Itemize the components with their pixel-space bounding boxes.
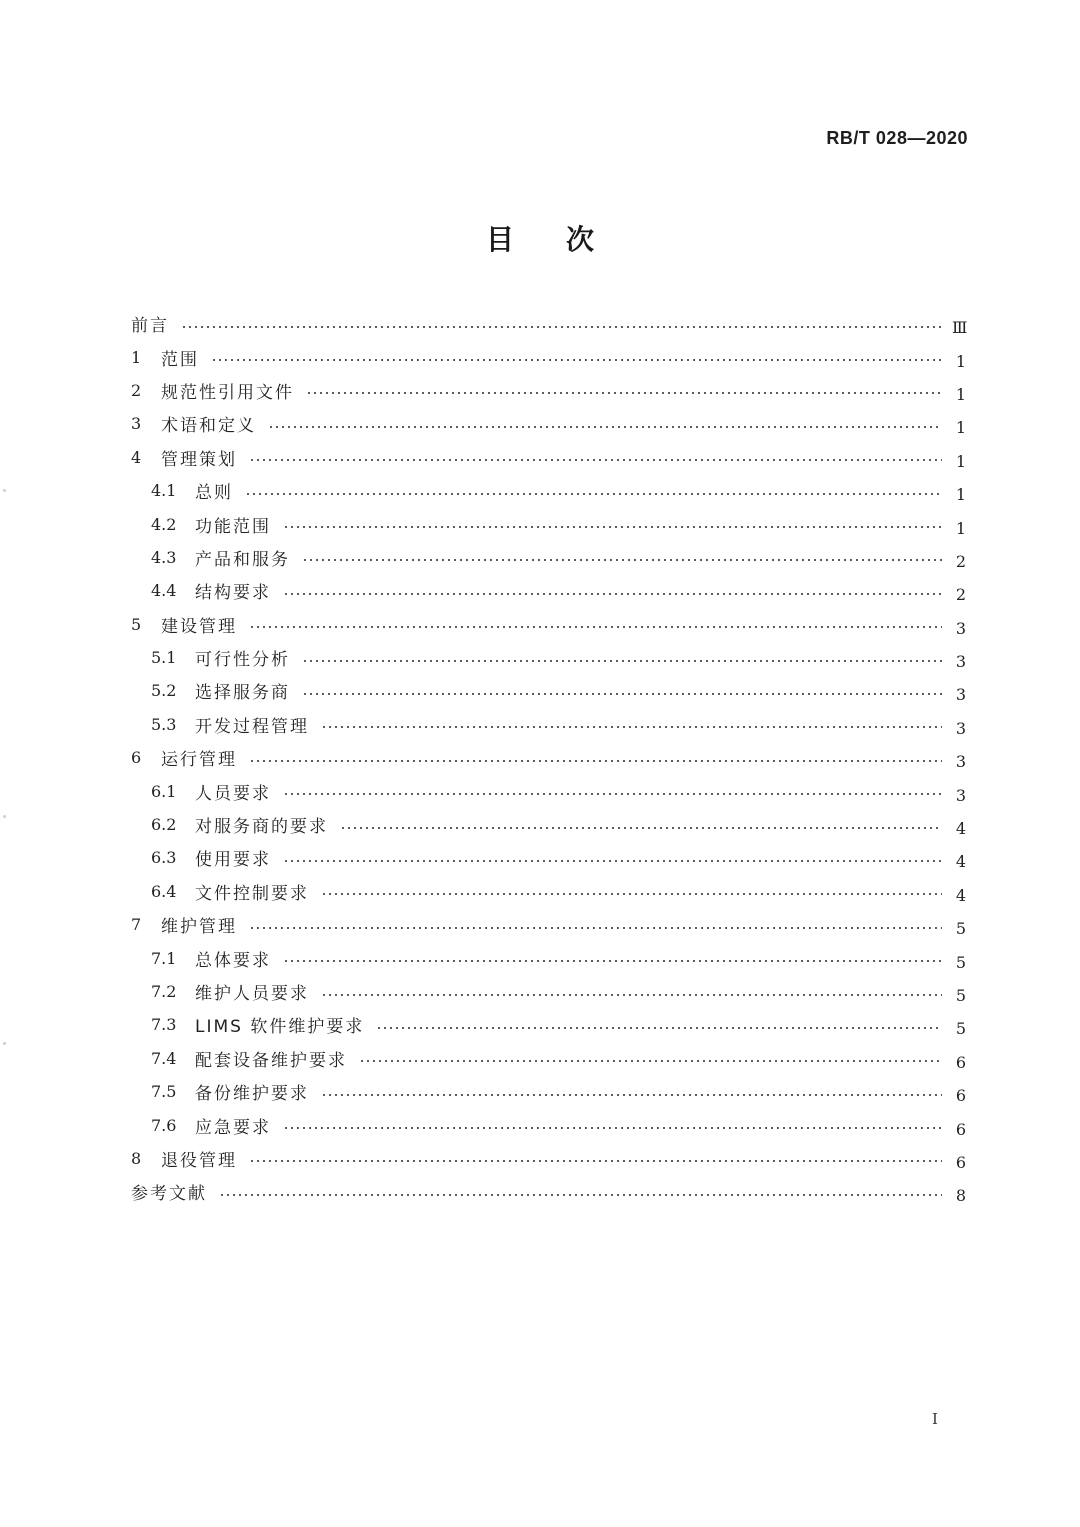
toc-leader-dots (376, 1027, 942, 1029)
toc-entry-number: 4.2 (151, 514, 177, 534)
toc-entry-label: LIMS 软件维护要求 (195, 1017, 365, 1038)
toc-entry-page: 6 (955, 1086, 966, 1106)
toc-leader-dots (321, 893, 942, 895)
toc-entry[interactable] (131, 441, 966, 474)
document-code: RB/T 028—2020 (826, 128, 968, 148)
toc-entry-page: 6 (955, 1152, 966, 1172)
toc-entry-number: 6.3 (151, 848, 177, 868)
toc-leader-dots (302, 693, 942, 695)
scan-speck (3, 815, 6, 818)
toc-entry-label: 人员要求 (195, 783, 271, 804)
toc-leader-dots (268, 426, 942, 428)
toc-entry-label: 结构要求 (195, 583, 271, 604)
toc-entry-number: 5.2 (151, 681, 177, 701)
toc-entry-label: 规范性引用文件 (161, 382, 294, 403)
toc-entry-page: 8 (955, 1186, 966, 1206)
toc-entry-number: 1 (131, 347, 142, 367)
toc-entry-number: 5 (131, 614, 142, 634)
toc-entry-page: 3 (955, 718, 966, 738)
toc-leader-dots (321, 726, 942, 728)
toc-entry-number: 7 (131, 915, 142, 935)
toc-entry-page: 4 (955, 819, 966, 839)
toc-entry-label: 产品和服务 (195, 549, 290, 570)
toc-entry[interactable] (131, 574, 966, 607)
toc-entry-label: 使用要求 (195, 850, 271, 871)
toc-leader-dots (302, 660, 942, 662)
scan-speck (3, 489, 6, 492)
toc-entry[interactable] (131, 808, 966, 841)
toc-entry-label: 范围 (161, 349, 199, 370)
toc-leader-dots (283, 593, 942, 595)
toc-leader-dots (283, 526, 942, 528)
toc-entry[interactable] (131, 340, 966, 373)
toc-leader-dots (359, 1060, 942, 1062)
toc-leader-dots (249, 1160, 942, 1162)
toc-entry-page: 3 (955, 618, 966, 638)
toc-entry[interactable] (131, 841, 966, 874)
toc-leader-dots (181, 326, 942, 328)
toc-entry-page: 1 (955, 518, 966, 538)
toc-entry[interactable] (131, 1008, 966, 1041)
toc-entry[interactable] (131, 541, 966, 574)
toc-entry-page: 5 (955, 919, 966, 939)
toc-entry-label: 文件控制要求 (195, 883, 309, 904)
toc-entry-label: 开发过程管理 (195, 716, 309, 737)
scan-speck (3, 1042, 6, 1045)
toc-leader-dots (245, 493, 942, 495)
toc-entry[interactable] (131, 608, 966, 641)
toc-entry[interactable] (131, 1108, 966, 1141)
toc-entry-page: 3 (955, 752, 966, 772)
page-title: 目次 (485, 223, 646, 256)
toc-leader-dots (340, 827, 942, 829)
toc-entry-number: 6.1 (151, 781, 177, 801)
toc-entry[interactable] (131, 474, 966, 507)
toc-entry[interactable] (131, 1075, 966, 1108)
toc-leader-dots (283, 960, 942, 962)
toc-entry-number: 7.6 (151, 1115, 177, 1135)
toc-entry-page: 5 (955, 952, 966, 972)
toc-entry[interactable] (131, 674, 966, 707)
toc-entry-label: 参考文献 (131, 1184, 207, 1205)
toc-entry-label: 总则 (195, 483, 233, 504)
toc-leader-dots (283, 793, 942, 795)
toc-entry-page: Ⅲ (952, 318, 968, 338)
toc-entry-label: 备份维护要求 (195, 1084, 309, 1105)
toc-entry-label: 维护人员要求 (195, 984, 309, 1004)
toc-entry[interactable] (131, 941, 966, 974)
toc-entry[interactable] (131, 1042, 966, 1075)
toc-entry[interactable] (131, 407, 966, 440)
toc-leader-dots (283, 860, 942, 862)
toc-entry[interactable] (131, 908, 966, 941)
toc-entry-page: 1 (955, 384, 966, 404)
toc-entry[interactable] (131, 741, 966, 774)
toc-entry-label: 总体要求 (195, 950, 271, 971)
toc-leader-dots (249, 760, 942, 762)
toc-entry-page: 5 (955, 1019, 966, 1039)
toc-entry-label: 功能范围 (195, 516, 271, 537)
toc-leader-dots (321, 1094, 942, 1096)
toc-entry[interactable] (131, 374, 966, 407)
toc-entry-number: 6.2 (151, 815, 177, 835)
toc-entry-page: 4 (955, 852, 966, 872)
toc-entry-label: 运行管理 (161, 750, 237, 771)
toc-entry-number: 6.4 (151, 881, 177, 901)
toc-entry[interactable] (131, 507, 966, 540)
table-of-contents (131, 307, 966, 1209)
toc-leader-dots (249, 626, 942, 628)
toc-entry-number: 5.1 (151, 648, 177, 668)
toc-entry-number: 7.5 (151, 1082, 177, 1102)
toc-entry-number: 7.1 (151, 948, 177, 968)
toc-entry[interactable] (131, 774, 966, 807)
toc-leader-dots (249, 927, 942, 929)
toc-entry-page: 1 (955, 451, 966, 471)
toc-entry-label: 选择服务商 (195, 683, 290, 704)
toc-entry-number: 8 (131, 1148, 142, 1168)
toc-entry-number: 4.3 (151, 547, 177, 567)
toc-entry-label: 可行性分析 (195, 650, 290, 671)
toc-entry-label: 退役管理 (161, 1150, 237, 1171)
toc-entry-page: 1 (955, 485, 966, 505)
toc-entry[interactable] (131, 641, 966, 674)
toc-entry-page: 1 (955, 351, 966, 371)
toc-entry[interactable] (131, 1175, 966, 1208)
toc-leader-dots (321, 994, 942, 996)
toc-entry[interactable] (131, 1142, 966, 1175)
toc-entry[interactable] (131, 307, 966, 340)
toc-entry-number: 7.2 (151, 982, 177, 1001)
toc-entry-page: 1 (955, 418, 966, 438)
toc-entry-page: 5 (955, 986, 966, 1005)
toc-entry-label: 前言 (131, 316, 169, 337)
toc-entry-number: 7.4 (151, 1048, 177, 1068)
toc-entry-label: 对服务商的要求 (195, 817, 328, 838)
toc-leader-dots (283, 1127, 942, 1129)
toc-entry-number: 5.3 (151, 714, 177, 734)
toc-leader-dots (249, 459, 942, 461)
page-number: I (932, 1410, 938, 1428)
toc-entry-label: 术语和定义 (161, 416, 256, 437)
toc-entry[interactable] (131, 975, 966, 1008)
toc-entry-label: 维护管理 (161, 917, 237, 938)
toc-entry-page: 2 (955, 551, 966, 571)
toc-leader-dots (306, 392, 942, 394)
toc-entry-number: 6 (131, 748, 142, 768)
toc-entry-number: 7.3 (151, 1015, 177, 1035)
toc-entry-page: 6 (955, 1052, 966, 1072)
toc-entry-number: 4.4 (151, 581, 177, 601)
toc-entry-number: 4 (131, 447, 142, 467)
toc-entry-page: 3 (955, 685, 966, 705)
toc-entry-number: 2 (131, 380, 142, 400)
toc-leader-dots (302, 559, 942, 561)
toc-entry-label: 管理策划 (161, 449, 237, 470)
toc-entry-page: 3 (955, 652, 966, 672)
toc-entry-page: 4 (955, 885, 966, 905)
toc-leader-dots (211, 359, 942, 361)
toc-entry-page: 2 (955, 585, 966, 605)
toc-entry-label: 配套设备维护要求 (195, 1050, 347, 1071)
toc-entry-label: 应急要求 (195, 1117, 271, 1138)
toc-entry-label: 建设管理 (161, 616, 237, 637)
toc-entry[interactable] (131, 875, 966, 908)
toc-entry-page: 3 (955, 785, 966, 805)
toc-entry-number: 4.1 (151, 481, 177, 501)
toc-entry-page: 6 (955, 1119, 966, 1139)
toc-leader-dots (219, 1194, 942, 1196)
toc-entry[interactable] (131, 708, 966, 741)
toc-entry-number: 3 (131, 414, 142, 434)
